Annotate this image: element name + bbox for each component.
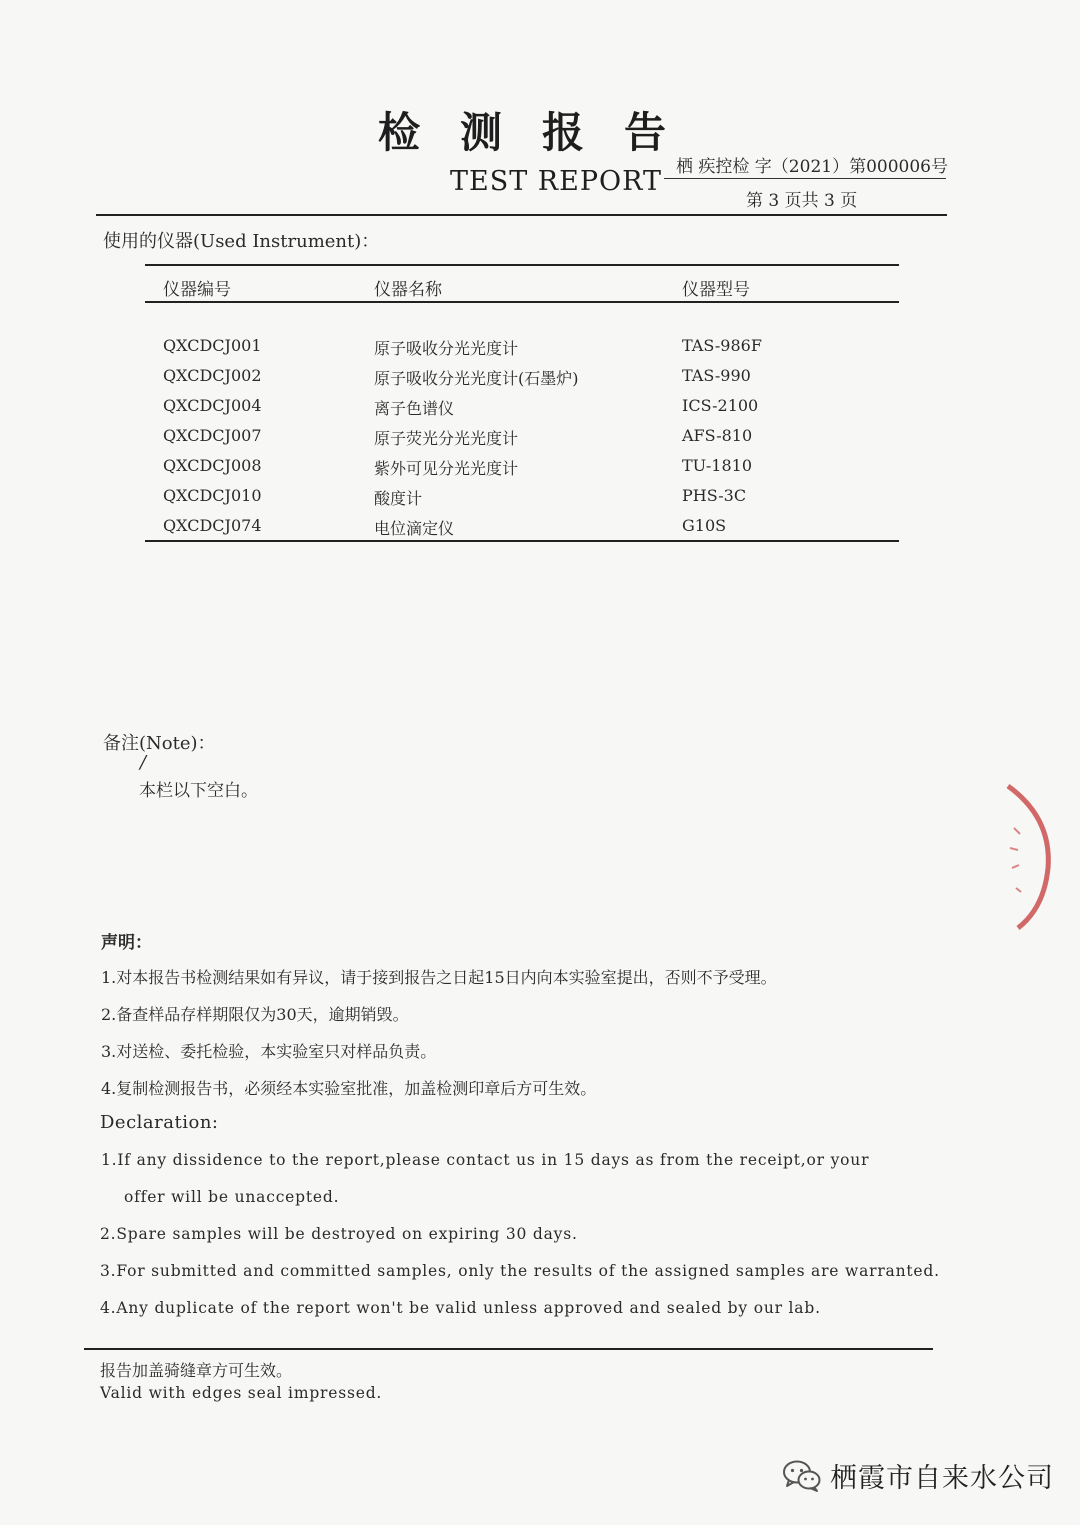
declaration-cn-heading: 声明： — [101, 933, 152, 953]
table-header-rule — [145, 301, 899, 303]
table-top-rule — [145, 264, 899, 266]
instrument-name: 原子吸收分光光度计(石墨炉) — [374, 369, 579, 388]
instrument-id: QXCDCJ010 — [163, 486, 262, 505]
declaration-en-item: 3.For submitted and committed samples, only the results of the assigned samples are warranted. — [100, 1262, 940, 1280]
report-title-cn: 检测报告 — [378, 108, 707, 157]
instrument-model: G10S — [682, 516, 727, 535]
note-slash: / — [140, 752, 147, 773]
instrument-id: QXCDCJ074 — [163, 516, 262, 535]
instrument-model: TU-1810 — [682, 456, 752, 475]
wechat-icon — [782, 1459, 822, 1493]
note-heading: 备注(Note)： — [103, 733, 216, 754]
instrument-model: TAS-986F — [682, 336, 762, 355]
footer-note-cn: 报告加盖骑缝章方可生效。 — [100, 1361, 293, 1380]
edge-seal-stamp — [1000, 778, 1060, 938]
declaration-cn-item: 2.备查样品存样期限仅为30天，逾期销毁。 — [101, 1005, 409, 1024]
instrument-model: AFS-810 — [682, 426, 753, 445]
instrument-name: 原子荧光分光光度计 — [374, 429, 519, 448]
instruments-heading: 使用的仪器(Used Instrument)： — [103, 231, 380, 252]
instrument-id: QXCDCJ001 — [163, 336, 262, 355]
watermark-text: 栖霞市自来水公司 — [830, 1463, 1054, 1494]
column-header-id: 仪器编号 — [163, 280, 231, 300]
instrument-model: ICS-2100 — [682, 396, 759, 415]
instrument-name: 酸度计 — [374, 489, 423, 508]
note-text: 本栏以下空白。 — [139, 781, 258, 801]
report-title-en: TEST REPORT — [450, 166, 663, 197]
report-number-underline — [664, 178, 946, 179]
instrument-id: QXCDCJ002 — [163, 366, 262, 385]
declaration-en-item: 2.Spare samples will be destroyed on expiring 30 days. — [100, 1225, 578, 1243]
report-number: 栖 疾控检 字（2021）第000006号 — [676, 157, 948, 177]
instrument-id: QXCDCJ004 — [163, 396, 262, 415]
column-header-name: 仪器名称 — [374, 280, 442, 300]
declaration-en-item: 4.Any duplicate of the report won't be valid unless approved and sealed by our lab. — [100, 1299, 821, 1317]
instrument-id: QXCDCJ008 — [163, 456, 262, 475]
account-watermark — [782, 1456, 1054, 1495]
declaration-en-heading: Declaration: — [100, 1112, 219, 1133]
column-header-model: 仪器型号 — [682, 280, 750, 300]
instrument-model: TAS-990 — [682, 366, 751, 385]
instrument-name: 电位滴定仪 — [374, 519, 455, 538]
table-bottom-rule — [145, 540, 899, 542]
declaration-cn-item: 3.对送检、委托检验，本实验室只对样品负责。 — [101, 1042, 437, 1061]
instrument-name: 离子色谱仪 — [374, 399, 455, 418]
footer-note-en: Valid with edges seal impressed. — [100, 1384, 383, 1402]
instrument-model: PHS-3C — [682, 486, 747, 505]
declaration-en-item-continued: offer will be unaccepted. — [124, 1188, 340, 1206]
page-info: 第 3 页共 3 页 — [746, 191, 858, 211]
declaration-en-item: 1.If any dissidence to the report,please contact us in 15 days as from the receipt,or your — [101, 1151, 870, 1169]
instrument-id: QXCDCJ007 — [163, 426, 262, 445]
instrument-name: 紫外可见分光光度计 — [374, 459, 519, 478]
footer-divider — [84, 1348, 933, 1350]
declaration-cn-item: 4.复制检测报告书，必须经本实验室批准，加盖检测印章后方可生效。 — [101, 1079, 597, 1098]
header-divider — [96, 214, 947, 216]
declaration-cn-item: 1.对本报告书检测结果如有异议，请于接到报告之日起15日内向本实验室提出，否则不予受理。 — [101, 968, 777, 987]
instrument-name: 原子吸收分光光度计 — [374, 339, 519, 358]
